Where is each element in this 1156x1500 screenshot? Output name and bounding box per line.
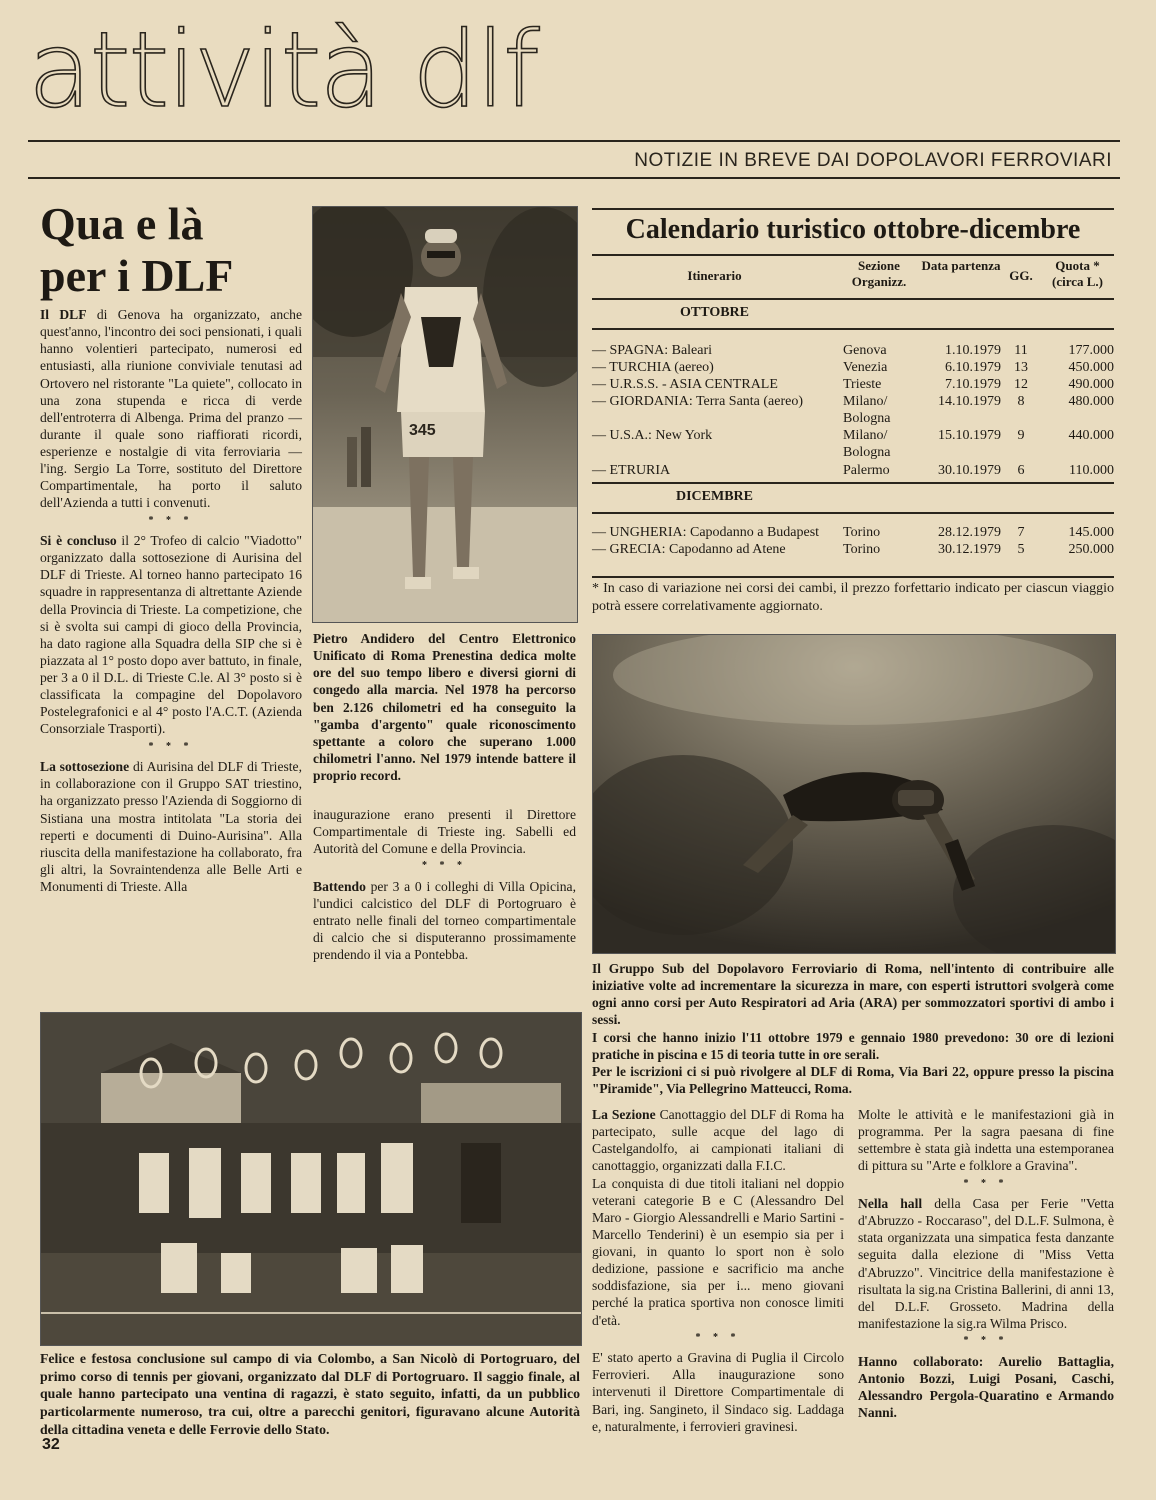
cell-gg: 13 [1014, 360, 1028, 376]
cell-data: 7.10.1979 [945, 377, 1001, 393]
calendar-row [592, 393, 1114, 427]
lead-trofeo: Si è concluso [40, 533, 117, 549]
diver-photo [592, 634, 1116, 954]
cell-data: 15.10.1979 [938, 428, 1001, 444]
diver-caption [592, 960, 1114, 1097]
paragraph-sottosezione [40, 758, 302, 895]
headline-line-1: Qua e là [40, 198, 204, 249]
cell-quota: 480.000 [1068, 394, 1114, 410]
calendar-row [592, 462, 1114, 479]
cell-gg: 9 [1017, 428, 1025, 444]
calendar-header-rule [592, 298, 1114, 300]
december-rows [592, 524, 1114, 558]
separator: * * * [695, 1331, 741, 1343]
cell-data: 6.10.1979 [945, 360, 1001, 376]
october-rows [592, 342, 1114, 479]
calendar-header-row [592, 258, 1114, 290]
credits: Hanno collaborato: Aurelio Battaglia, Antonio Bozzi, Luigi Posani, Caschi, Alessandro Pergola-Quaratino e Armando Nanni. [858, 1353, 1114, 1421]
cell-data: 1.10.1979 [945, 343, 1001, 358]
separator: * * * [148, 514, 194, 526]
diver-caption-p3: Per le iscrizioni ci si può rivolgere al DLF di Roma, Via Bari 22, oppure presso la piscina "Piramide", Via Pellegrino Matteucci, Roma. [592, 1063, 1114, 1097]
col-gg: GG. [1009, 268, 1033, 283]
text-trofeo: il 2° Trofeo di calcio "Viadotto" organizzato dalla sottosezione di Aurisina del DLF di Trieste. Al torneo hanno partecipato 16 squadre in rappresentanza di altrettante Aziende della Provincia di Trieste. La competizione, che si è svolta sui campi di gioco della Provincia, ha dato ragione alla Squadra della SIP che si è piazzata al 1° posto dopo aver battuto, in finale, per 3 a 0 il D.L. di Trieste C.le. Al 3° posto si è classificata la compagine del Dopolavoro Postelegrafonici e al 4° posto l'A.C.T. (Azienda Consorziale Trasporti). [40, 533, 302, 737]
month-rule-2 [592, 482, 1114, 484]
cell-itin: — GIORDANIA: Terra Santa (aereo) [592, 394, 804, 410]
cell-gg: 5 [1017, 542, 1025, 558]
month-rule-3 [592, 512, 1114, 514]
calendar-row [592, 427, 1114, 461]
october-table [592, 342, 1114, 479]
cell-itin: — U.R.S.S. - ASIA CENTRALE [592, 377, 778, 393]
cell-sez: Venezia [843, 360, 888, 376]
cell-itin: — GRECIA: Capodanno ad Atene [592, 542, 786, 558]
top-rule [28, 140, 1120, 142]
lead-hall: Nella hall [858, 1196, 923, 1212]
article-headline [40, 198, 300, 301]
cell-itin: — ETRURIA [592, 462, 671, 478]
separator: * * * [148, 740, 194, 752]
lead-canottaggio: La Sezione [592, 1107, 656, 1122]
walker-photo-graphic [313, 207, 577, 622]
cell-quota: 450.000 [1068, 360, 1114, 376]
calendar-title-rule [592, 254, 1114, 256]
walker-photo [312, 206, 578, 623]
text-genova: di Genova ha organizzato, anche quest'anno, l'incontro dei soci pensionati, i quali hanno volentieri partecipato, numerosi ed entusiasti, alla riunione conviviale tenutasi ad Ortovero nel ristorante "La quiete", collocato in una zona stupenda e ricca di verde dell'entroterra di Albenga. Prima del pranzo — durante il quale sono riaffiorati ricordi, esperienze e nostalgie di vita ferroviaria — l'ing. Sergio La Torre, sostituto del Direttore Compartimentale, ha porto il saluto dell'Azienda a tutti i convenuti. [40, 307, 303, 511]
separator: * * * [963, 1177, 1009, 1189]
cell-gg: 12 [1014, 377, 1028, 393]
paragraph-trofeo [40, 532, 302, 738]
separator: * * * [963, 1335, 1009, 1347]
text-hall: della Casa per Ferie "Vetta d'Abruzzo - Roccaraso", del D.L.F. Sulmona, è stata organizzata una simpatica festa danzante seguita dalla elezione di "Miss Vetta d'Abruzzo". Vincitrice della manifestazione è risultata la sig.na Cristina Ballerini, di anni 13, del D.L.F. Grosseto. Madrina della manifestazione la sig.ra Wilma Prisco. [858, 1196, 1114, 1331]
section-subtitle: NOTIZIE IN BREVE DAI DOPOLAVORI FERROVIARI [634, 150, 1112, 171]
paragraph-genova [40, 306, 302, 512]
paragraph-battendo [313, 878, 576, 964]
separator: * * * [422, 860, 467, 872]
cell-data: 14.10.1979 [938, 394, 1001, 410]
masthead: attività dlf [28, 9, 538, 131]
calendar-top-rule [592, 208, 1114, 210]
cell-quota: 110.000 [1069, 462, 1114, 478]
col-data: Data partenza [921, 258, 1001, 273]
tennis-photo [40, 1012, 582, 1346]
diver-caption-p1: Il Gruppo Sub del Dopolavoro Ferroviario di Roma, nell'intento di contribuire alle iniziative volte ad incrementare la sicurezza in mare, con esperti istruttori svolgerà come ogni anno corsi per Auto Respiratori ad Aria (ARA) per sommozzatori sportivi di ambo i sessi. [592, 961, 1114, 1028]
text-battendo: per 3 a 0 i colleghi di Villa Opicina, l'undici calcistico del DLF di Portogruaro è entrato nelle finali del torneo compartimentale di calcio che si disputeranno prossimamente prendendo il via a Pontebba. [313, 878, 576, 963]
calendar-table [592, 258, 1114, 290]
cell-quota: 440.000 [1068, 428, 1114, 444]
cell-itin: — U.S.A.: New York [592, 428, 713, 444]
paragraph-attivita: Molte le attività e le manifestazioni già in programma. Per la sagra paesana di fine settembre è stata già indetta una estemporanea di pittura su "Arte e folklore a Gravina". [858, 1107, 1114, 1174]
diver-photo-graphic [593, 635, 1115, 953]
paragraph-hall [858, 1195, 1114, 1332]
cell-gg: 6 [1017, 462, 1025, 478]
calendar-title: Calendario turistico ottobre-dicembre [625, 214, 1081, 245]
cell-itin: — UNGHERIA: Capodanno a Budapest [592, 525, 820, 540]
paragraph-inaugurazione: inaugurazione erano presenti il Direttore Compartimentale di Trieste ing. Sabelli ed Autorità del Comune e della Provincia. [313, 807, 576, 857]
calendar-row [592, 524, 1114, 541]
bottom-middle-column [592, 1106, 844, 1435]
cell-sez: Milano/ Bologna [843, 428, 891, 461]
left-column [40, 306, 302, 895]
diver-caption-p2: I corsi che hanno inizio l'11 ottobre 1979 e gennaio 1980 prevedono: 30 ore di lezioni pratiche in piscina e 15 di teoria tutte in ore serali. [592, 1029, 1114, 1062]
bottom-right-column [858, 1106, 1114, 1421]
col-quota: Quota * (circa L.) [1051, 258, 1104, 289]
cell-data: 30.12.1979 [938, 542, 1001, 558]
month-dicembre: DICEMBRE [675, 489, 753, 504]
text-sottosezione: di Aurisina del DLF di Trieste, in collaborazione con il Gruppo SAT triestino, ha organizzato presso l'Azienda di Soggiorno di Sistiana una mostra intitolata "La storia dei reperti e documenti di Duino-Aurisina". Alla riuscita della manifestazione ha collaborato, fra gli altri, la Sovraintendenza alle Belle Arti e Monumenti di Trieste. Alla [40, 759, 302, 895]
calendar-grid [592, 258, 1114, 290]
cell-itin: — TURCHIA (aereo) [592, 360, 714, 376]
calendar-bottom-rule [592, 576, 1114, 578]
cell-data: 30.10.1979 [938, 462, 1001, 478]
cell-sez: Genova [843, 343, 887, 358]
december-table [592, 524, 1114, 558]
svg-text:345: 345 [409, 422, 436, 439]
lead-battendo: Battendo [313, 878, 366, 894]
tennis-caption: Felice e festosa conclusione sul campo di via Colombo, a San Nicolò di Portogruaro, del primo corso di tennis per giovani, organizzato dal DLF di Portogruaro. Il saggio finale, al quale hanno partecipato una ventina di ragazzi, è stato seguito, infatti, da un pubblico particolarmente numeroso, tra cui, oltre a parecchi genitori, figuravano alcune Autorità della cittadina veneta e delle Ferrovie dello Stato. [40, 1351, 580, 1437]
tennis-photo-graphic [41, 1013, 581, 1345]
lead-sottosezione: La sottosezione [40, 759, 130, 775]
lead-genova: Il DLF [40, 307, 87, 322]
calendar-row [592, 541, 1114, 558]
month-ottobre: OTTOBRE [680, 305, 749, 320]
paragraph-canottaggio [592, 1106, 844, 1175]
paragraph-titoli: La conquista di due titoli italiani nel doppio veterani categorie B e C (Alessandro Del Maro - Giorgio Alessandrelli e Mario Sartini - Marcello Tenderini) è un esempio sia per i giovani, in quanto lo sport non è solo dedizione, passione e sacrificio ma anche soddisfazione, sia per i... meno giovani perché la pratica sportiva non conosce limiti d'età. [592, 1175, 844, 1328]
col-itinerario: Itinerario [687, 268, 742, 283]
cell-gg: 8 [1017, 394, 1025, 410]
cell-data: 28.12.1979 [938, 525, 1001, 540]
cell-quota: 250.000 [1068, 542, 1114, 558]
cell-gg: 11 [1014, 343, 1028, 358]
page-number: 32 [42, 1436, 60, 1453]
cell-quota: 490.000 [1068, 377, 1114, 393]
month-rule-1 [592, 328, 1114, 330]
cell-sez: Torino [843, 525, 881, 540]
text-canottaggio: Canottaggio del DLF di Roma ha partecipato, sulle acque del lago di Castelgandolfo, ai campionati italiani di canottaggio, organizzati dalla F.I.C. [592, 1107, 844, 1174]
subtitle-rule [28, 177, 1120, 179]
col-sezione: Sezione Organizz. [851, 258, 907, 289]
paragraph-gravina: E' stato aperto a Gravina di Puglia il Circolo Ferrovieri. Alla inaugurazione sono intervenuti il Direttore Compartimentale di Bari, ing. Sangineto, il Sindaco sig. Laddaga e, naturalmente, i ferrovieri gravinesi. [592, 1350, 844, 1434]
cell-sez: Trieste [843, 377, 882, 393]
cell-itin: — SPAGNA: Baleari [592, 343, 713, 358]
cell-sez: Torino [843, 542, 881, 558]
cell-sez: Palermo [843, 462, 890, 478]
headline-line-2: per i DLF [40, 249, 234, 301]
cell-gg: 7 [1017, 525, 1025, 540]
calendar-footnote: * In caso di variazione nei corsi dei cambi, il prezzo forfettario indicato per ciascun viaggio potrà essere correlativamente aggiornato. [592, 581, 1114, 614]
walker-caption: Pietro Andidero del Centro Elettronico Unificato di Roma Prenestina dedica molte ore del suo tempo libero e diversi giorni di congedo alla marcia. Nel 1978 ha percorso ben 2.126 chilometri ed ha conseguito la "gamba d'argento" quale riconoscimento spettante a coloro che superano 1.000 chilometri l'anno. Nel 1979 intende battere il proprio record. [313, 631, 576, 784]
calendar-row [592, 342, 1114, 359]
cell-quota: 177.000 [1068, 343, 1114, 358]
cell-quota: 145.000 [1068, 525, 1114, 540]
calendar-row [592, 376, 1114, 393]
middle-column [313, 806, 576, 964]
cell-sez: Milano/ Bologna [843, 394, 891, 427]
calendar-row [592, 359, 1114, 376]
